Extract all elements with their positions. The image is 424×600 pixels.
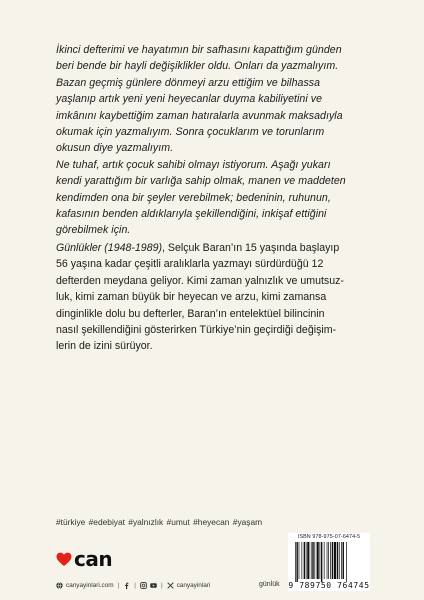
quote-line: görebilmek için. (56, 224, 131, 237)
divider: | (134, 582, 136, 589)
barcode (288, 533, 370, 591)
isbn-number: ISBN 978-975-07-6474-5 (297, 534, 361, 540)
quote-line: Bazan geçmiş günlere dönmeyi arzu ettiğim ve bilhassa (56, 76, 321, 89)
publisher-name: can (74, 547, 113, 571)
x-icon[interactable] (167, 582, 174, 589)
heart-icon (56, 552, 72, 567)
divider: | (117, 582, 120, 589)
publisher-footer (56, 582, 210, 589)
description-line: nasıl şekillendiğini gösterirken Türkiye’nin geçirdiği değişim- (56, 324, 337, 337)
quote-line: İkinci defterimi ve hayatımın bir safhasını kapattığım günden (56, 44, 342, 56)
divider: | (160, 582, 163, 589)
instagram-icon[interactable] (140, 582, 147, 589)
hashtags: #türkiye #edebiyat #yalnızlık #umut #heyecan #yaşam (56, 517, 263, 527)
genre-label: günlük (259, 581, 280, 588)
facebook-icon[interactable] (123, 582, 130, 589)
excerpt-quote (56, 42, 374, 239)
quote-line: Ne tuhaf, artık çocuk sahibi olmayı istiyorum. Aşağı yukarı (56, 158, 331, 171)
description-line (56, 240, 374, 256)
publisher-logo (56, 548, 112, 570)
website-link[interactable]: canyayinlari.com (66, 582, 114, 589)
quote-line: okusun diye yazmalıyım. (56, 142, 174, 155)
book-title-reference: Günlükler (1948-1989) (56, 242, 162, 254)
quote-line: imkânını kaybettiğim zaman hatıralarla avunmak maksadıyla (56, 109, 343, 122)
social-handle[interactable]: canyayinlari (176, 582, 211, 589)
quote-line: beri bende bir hayli değişiklikler oldu. Onları da yazmalıyım. (56, 60, 339, 73)
description-line: dinginlikle dolu bu defterler, Baran’ın entelektüel bilincinin (56, 307, 325, 320)
quote-line: kafasının benden aldıklarıyla şekillendiğini, inkişaf ettiğini (56, 208, 327, 221)
barcode-bars (294, 542, 364, 582)
youtube-icon[interactable] (150, 582, 157, 589)
description-line: lerin de izini sürüyor. (56, 340, 153, 353)
globe-icon (56, 582, 63, 589)
quote-line: kendi yarattığım bir varlığa sahip olmak, manen ve maddeten (56, 175, 346, 188)
description-line: defterden meydana geliyor. Kimi zaman yalnızlık ve umutsuz- (56, 274, 344, 287)
description-text: , Selçuk Baran’ın 15 yaşında başlayıp (162, 242, 340, 254)
ean-digits: 9 789750 764745 (288, 581, 370, 590)
quote-line: okumak için yazmalıyım. Sonra çocuklarım ve torunlarım (56, 126, 325, 139)
description-line: luk, kimi zaman büyük bir heyecan ve arzu, kimi zamansa (56, 291, 327, 304)
book-description (56, 240, 374, 355)
quote-line: kendimden ona bir şeyler verebilmek; bedeninin, ruhunun, (56, 191, 331, 204)
description-line: 56 yaşına kadar çeşitli aralıklarla yazmayı sürdürdüğü 12 (56, 258, 324, 271)
quote-line: yaşlanıp artık yeni yeni heyecanlar duyma kabiliyetini ve (56, 93, 323, 106)
